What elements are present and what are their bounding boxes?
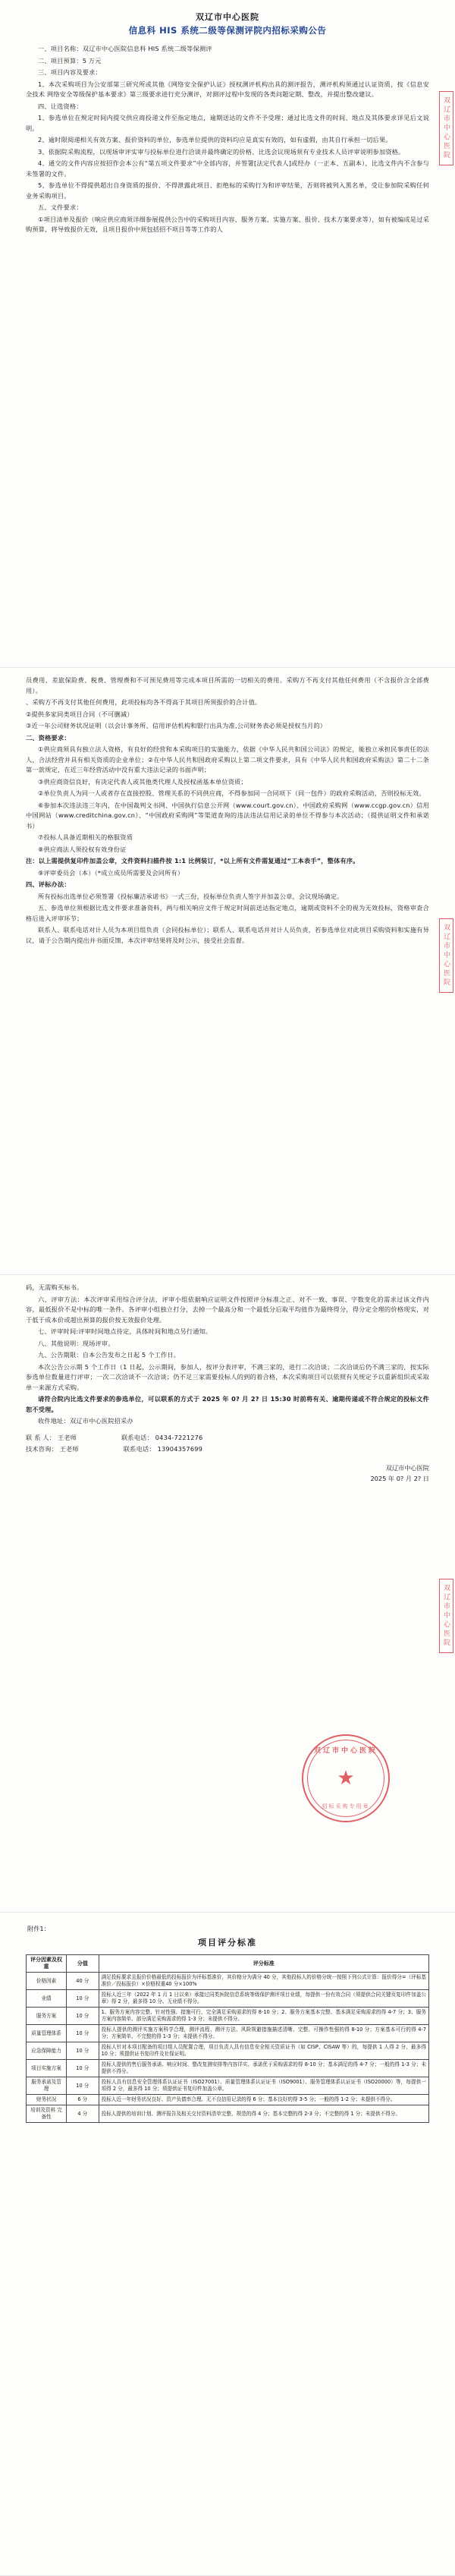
cell-desc: 投标人近三年（2022 年 1 月 1 日以来）承接过同类医院信息系统等级保护测评项目业绩，每提供一份有效合同（须提供合同关键页复印件加盖公章）得 2 分，最多得 10 分。无业绩不得分。 <box>99 1990 428 2008</box>
cell-desc: 投标人具有信息安全管理体系认证证书（ISO27001）、质量管理体系认证证书（ISO9001）、服务管理体系认证证书（ISO20000）等，每提供一项得 2 分，最多得 10 分；须提供证书复印件加盖公章。 <box>99 2077 428 2095</box>
document-sheet-1 <box>0 0 455 668</box>
cell-score: 40 分 <box>67 1973 99 1990</box>
contact-label: 技术咨询： <box>26 1445 58 1453</box>
signature-org: 双辽市中心医院 <box>385 1463 429 1472</box>
paragraph: ③供应商资信良好，有决定代表人或其他类代理人及授权函基本单位资质； <box>38 777 247 786</box>
seal-bottom-text: 招标采购专用章 <box>322 1803 370 1809</box>
cell-factor: 服务承诺及管理 <box>27 2077 67 2095</box>
col-header-score: 分值 <box>67 1955 99 1973</box>
contact-name: 王老师 <box>59 1445 79 1453</box>
contact-row <box>26 1444 429 1455</box>
paragraph: ②单位负责人为同一人或者存在直接控股、管理关系的不同供应商，不得参加同一合同项下（同一包件）的政府采购活动，否则投标无效。 <box>38 789 425 797</box>
cell-factor: 财务状况 <box>27 2095 67 2105</box>
paragraph: 、采购方不再支付其他任何费用，此项投标均各不得高于其项目所须报价的合计值。 <box>26 698 262 706</box>
document-sheet-2 <box>0 668 455 1275</box>
seal-top-text: 双辽市中心医院 <box>313 1747 378 1755</box>
paragraph: 二、资格要求： <box>26 733 71 742</box>
table-row <box>27 1973 429 1990</box>
paragraph-address: 收件地址：双辽市中心医院招采办 <box>38 1417 133 1425</box>
table-row <box>27 1990 429 2008</box>
paragraph: 九、公告期限：自本公告发布之日起 5 个工作日。 <box>38 1351 180 1359</box>
paragraph: 四、让选资格： <box>38 102 83 110</box>
paragraph: 七、评审时间:评审时间地点待定，具体时间和地点另行通知。 <box>38 1327 212 1335</box>
table-row <box>27 2077 429 2095</box>
paragraph: 三、项目内容及要求： <box>38 68 102 76</box>
paragraph: 码，无需购买标书。 <box>26 1283 83 1291</box>
paragraph: 六、评审方法：本次评审采用综合评分法，评审小组依据响应证明文件按照评分标准之正、对不一致、事误、字数变化的需求过该文件内容，最低报价不是中标的唯一条件。各评审小组独立打分，去掉一个最高分和一个最低分后取平均值作为最终得分，得分定全理的价格现实，对于低于成本价或超出预算的报价按无效报价处理。 <box>26 1295 429 1324</box>
page-title-main: 信息科 HIS 系统二级等保测评院内招标采购公告 <box>128 25 327 36</box>
cell-desc: 1、服务方案内容完整、针对性强、措施可行，完全满足采购需求的得 8-10 分；2、服务方案基本完整、基本满足采购需求的得 4-7 分；3、服务方案内容简单、部分满足采购需求的得 1-3 分；未提供不得分。 <box>99 2008 428 2025</box>
cell-score: 10 分 <box>67 2042 99 2060</box>
cell-score: 10 分 <box>67 2025 99 2042</box>
cell-score: 6 分 <box>67 2095 99 2105</box>
cell-score: 10 分 <box>67 2008 99 2025</box>
paragraph: 四、评标办法： <box>26 880 71 888</box>
cell-factor: 项目实施方案 <box>27 2060 67 2077</box>
signature-block <box>26 1463 429 1484</box>
cell-desc: 投标人提供的测评实施方案科学合理，测评流程、测评方法、风险规避措施描述清晰、完整、可操作性强的得 8-10 分；方案基本可行的得 4-7 分；方案简单、不完整的得 1-3 分；未提供不得分。 <box>99 2025 428 2042</box>
contact-phone-label: 联系电话： <box>121 1433 153 1441</box>
cell-desc: 投标人提供的培训计划、测评报告及相关交付资料清单完整、规范的得 4 分；基本完整的得 2-3 分；不完整的得 1 分；未提供不得分。 <box>99 2105 428 2123</box>
paragraph: 二、项目预算：5 万元 <box>38 56 102 65</box>
cell-factor: 应急保障能力 <box>27 2042 67 2060</box>
paragraph: 五、参选单位须根据比选文件要求准备资料，两与相关响应文件于规定时间前送达指定地点，逾期或资料不全的视为无效投标，资格审查合格后进入评审环节； <box>26 904 429 922</box>
document-sheet-4 <box>0 1913 455 2576</box>
table-row <box>27 2025 429 2042</box>
cell-score: 4 分 <box>67 2105 99 2123</box>
paragraph: ③近一年公司财务状况证明（以会计事务所、信用评估机构和银行出具为准,公司财务表必须是授权当月的） <box>26 722 327 729</box>
paragraph-deadline: 请符合院内比选文件要求的参选单位，可以联系的方式于 2025 年 0? 月 2? 日 15:30 时前将有关、逾期传递或不符合规定的投标文件恕不受理。 <box>26 1395 429 1413</box>
cell-desc: 投标人针对本项目配备的项目组人员配置合理，项目负责人具有信息安全相关资质证书（如 CISP、CISAW 等）的，每提供 1 人得 2 分，最多得 10 分；须提供证书复印件及社保证明。 <box>99 2042 428 2060</box>
paragraph: ⑧供应商法人须投权有效身份证 <box>38 845 127 853</box>
paragraph: 5、参选单位不得提供超出自身资质的报价、不得泄露此项目、拒绝标的采购行为和评审结果，否则将被列入黑名单，受让参加院采购任何业务采购项目。 <box>26 181 429 200</box>
document-sheet-3 <box>0 1275 455 1913</box>
paragraph-note: 注：以上需提供复印件加盖公章，文件资料扫描件按 1:1 比例装订，*以上所有文件需复通过“工本表手”，整体有序。 <box>26 857 359 864</box>
signature-date: 2025 年 0? 月 2? 日 <box>370 1474 429 1482</box>
table-row <box>27 2042 429 2060</box>
paragraph: 五、文件要求： <box>38 203 83 211</box>
cell-desc: 投标人近一年财务状况良好、资产负债率合理、无不良信用记录的得 6 分；基本良好的得 3-5 分；一般的得 1-2 分；未提供不得分。 <box>99 2095 428 2105</box>
contact-label: 联 系 人： <box>26 1433 56 1441</box>
table-row <box>27 2008 429 2025</box>
cell-factor: 业绩 <box>27 1990 67 2008</box>
contact-phone: 0434-7221276 <box>155 1433 203 1441</box>
attachment-label: 附件1： <box>27 1925 50 1932</box>
paragraph: 1、参选单位在规定时间内提交供应商投递文件至指定地点，逾期送达的文件不予受理；通过比选文件的时间、地点及其体要求详见后文说明。 <box>26 114 429 132</box>
contact-row <box>26 1433 429 1444</box>
contact-name: 王老师 <box>57 1433 77 1441</box>
table-row <box>27 2105 429 2123</box>
paragraph: ⑨评审委员会（本）（*成立成员所需要及会同所有） <box>38 868 184 877</box>
paragraph: ①供应商须具有独立法人资格，有良好的经营和本采购项目的实施能力，依据《中华人民共和国公司法》的规定，能独立承担民事责任的法人，合法经营并具有相关资质的企业单位；②在中华人民共和国政府采购以上第二项文件要求，具有《中华人民共和国政府采购法》第二十二条第一款规定，在近三年经营活动中没有重大违法记录的书面声明； <box>26 745 429 773</box>
cell-score: 10 分 <box>67 2060 99 2077</box>
cell-factor: 培训及资料 完备性 <box>27 2105 67 2123</box>
cell-score: 10 分 <box>67 2077 99 2095</box>
paragraph: 2、逾时限阅递相关有效方案、报价资料的单位，参选单位提供的资料均应是真实有效的，如有虚假，由其自行承担一切后果。 <box>38 136 392 143</box>
table-row <box>27 2060 429 2077</box>
star-icon: ★ <box>337 1767 355 1790</box>
paragraph: ①项目清单及报价（响应供应商须详细参展提供公告中的采购项目内容、服务方案、实施方案、报价、技术方案要求等），如有被编成是过采购预算，将导致报价无效，且项目报价中须包括招不项目等等工作的人 <box>26 215 429 233</box>
contact-phone: 13904357699 <box>157 1445 203 1453</box>
cell-factor: 服务方案 <box>27 2008 67 2025</box>
paragraph: 本次公告公示期 5 个工作日（1 日起，公示期间，参加人，按评分表评审，不满三家的，进行二次洽谈；二次洽谈后仍不满三家的，按实际参选单位数量进行评审；一次二次洽谈不一次洽谈；仍不足三家需要投标人的到的着合格，本次采购项目可以依照有关规定予以重新组织或采取单一来源方式采购。 <box>26 1362 429 1391</box>
paragraph: 八、其他说明：现场评审。 <box>38 1339 115 1347</box>
cell-factor: 质量管理体系 <box>27 2025 67 2042</box>
paragraph: 一、项目名称：双辽市中心医院信息科 HIS 系统二级等保测评 <box>38 45 212 52</box>
paragraph: 1、本次采购项目为公安部第三研究所或其他《网络安全保护认证》授权测评机构出具的测评报告，测评机构须通过认证资质，按《信息安全技术 网络安全等级保护基本要求》第三级要求进行充分测评，对测评过程中发现的各类问题定期、整改，并提出整改建议。 <box>26 80 429 98</box>
side-seal-stamp: 双辽市中心医院 <box>439 91 453 165</box>
paragraph: ⑥参加本次违法违三年内，在中国裁判文书网、中国执行信息公开网（www.court.gov.cn）、中国政府采购网（www.ccgp.gov.cn）信用中国网站（www.creditchina.gov.cn）、“中国政府采购网”等渠道查询的违法违法信用记录的单位不得参与本次活动；（提供证明文件和承诺书） <box>26 801 429 830</box>
col-header-factor: 评分因素及权重 <box>27 1955 67 1973</box>
cell-factor: 价格因素 <box>27 1973 67 1990</box>
paragraph: 4、通交的文件内容应按招作会本公有“第五项文件要求”中全部内容，并签署[法定代表人]或经办（一正本、五副本），比选文件内不含参与未签署的文件。 <box>26 159 429 178</box>
paragraph: 3、依据院采购流程，以现场审评实审与投标单位进行洽谈并最终确定的价格、比选会议现场须有专业技术人员评审说明参加资格。 <box>38 147 405 156</box>
table-header-row <box>27 1955 429 1973</box>
paragraph: 所有投标出选单位必须签署《投标廉洁承诺书》一式三份，投标单位负责人签字并加盖公章，会议现场确定。 <box>38 892 344 900</box>
cell-score: 10 分 <box>67 1990 99 2008</box>
cell-desc: 投标人提供的售后服务承诺、响应时间、整改复测安排等内容详实、承诺优于采购需求的得 8-10 分；基本满足的得 4-7 分；一般的得 1-3 分；未提供不得分。 <box>99 2060 428 2077</box>
paragraph: ②提供多家同类项目合同（不可删减） <box>26 710 133 718</box>
side-seal-stamp: 双辽市中心医院 <box>439 918 453 993</box>
page-title-org: 双辽市中心医院 <box>196 12 259 22</box>
score-table <box>26 1954 429 2123</box>
seal-inner-ring <box>307 1740 384 1817</box>
paragraph: 联系人、联系电话对计人员为本项目组负责（会同投标单位）；联系人、联系电话并对计人员负责，若参选单位对此项目采购资料和实施有异议，请于公告期内提出并书面反馈，本次评审结果将及时公示，接受社会监督。 <box>26 926 429 944</box>
col-header-desc: 评分标准 <box>99 1955 428 1973</box>
official-seal <box>302 1734 390 1822</box>
cell-desc: 满足投标要求且报价价格最低的投标报价为评标基准价，其价格分为满分 40 分，其他投标人的价格分统一按照下列公式计算：报价得分=（评标基准价／投标报价）×价格权重40 分×100% <box>99 1973 428 1990</box>
paragraph: 员费用、差旅保险费、税费、管理费和不可预见费用等完成本项目所需的一切相关的费用。采购方不再支付其他任何费用（不含报价含全部费用）。 <box>26 676 429 694</box>
contact-phone-label: 联系电话： <box>123 1445 155 1453</box>
table-row <box>27 2095 429 2105</box>
table-title: 项目评分标准 <box>198 1938 257 1948</box>
side-seal-stamp: 双辽市中心医院 <box>439 1579 453 1653</box>
paragraph: ⑦投标人具备近期相关的格服资质 <box>38 833 133 841</box>
